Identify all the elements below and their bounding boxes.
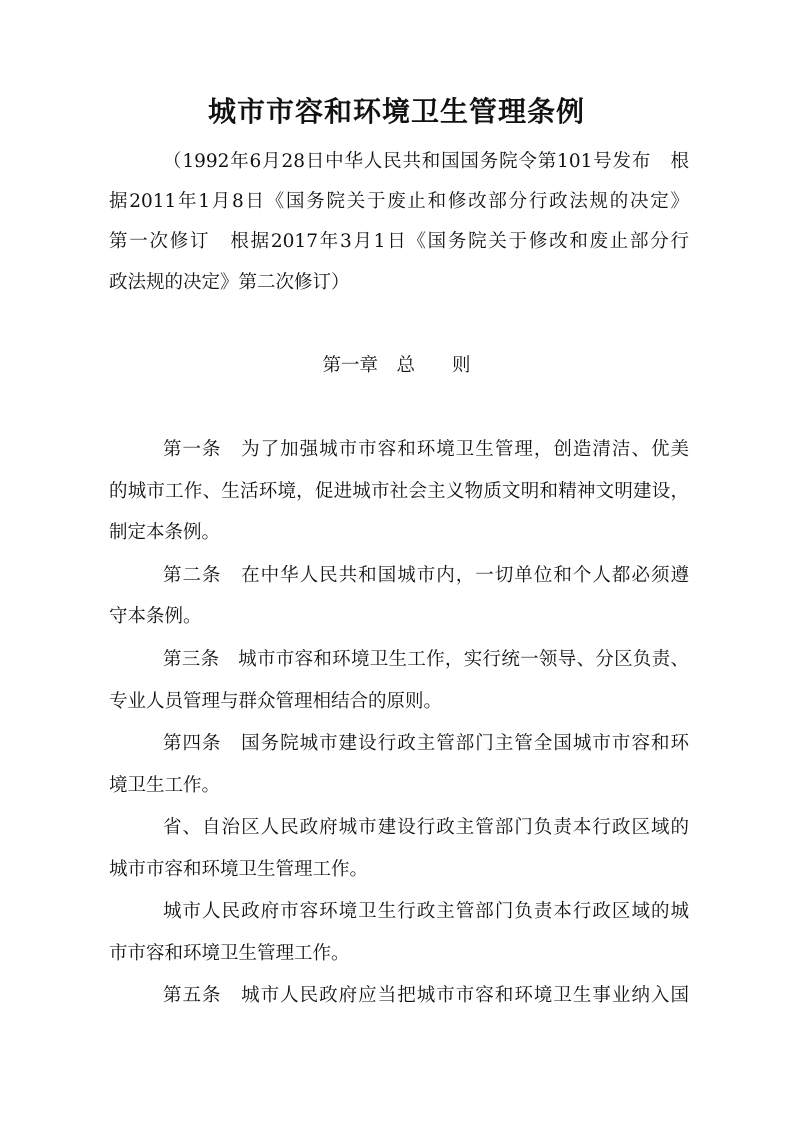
body-line: 第四条 国务院城市建设行政主管部门主管全国城市市容和环	[163, 733, 689, 754]
body-line: 第一条 为了加强城市市容和环境卫生管理，创造清洁、优美	[163, 439, 689, 460]
body-line: 市市容和环境卫生管理工作。	[109, 943, 350, 964]
body-line: 守本条例。	[109, 606, 202, 627]
body-line: 第五条 城市人民政府应当把城市市容和环境卫生事业纳入国	[163, 985, 689, 1006]
body-line: 省、自治区人民政府城市建设行政主管部门负责本行政区域的	[163, 817, 689, 838]
body-line: 城市市容和环境卫生管理工作。	[109, 859, 369, 880]
document-title: 城市市容和环境卫生管理条例	[207, 95, 585, 128]
body-line: 第三条 城市市容和环境卫生工作，实行统一领导、分区负责、	[163, 649, 689, 670]
body-line: 制定本条例。	[109, 522, 221, 543]
body-line: 城市人民政府市容环境卫生行政主管部门负责本行政区域的城	[163, 901, 689, 922]
preamble-line: 政法规的决定》第二次修订）	[109, 272, 350, 293]
body-line: 境卫生工作。	[109, 775, 221, 796]
preamble-line: 第一次修订 根据2017年3月1日《国务院关于修改和废止部分行	[109, 231, 689, 252]
chapter-heading: 第一章 总 则	[322, 355, 471, 376]
body-line: 第二条 在中华人民共和国城市内，一切单位和个人都必须遵	[163, 565, 689, 586]
body-line: 专业人员管理与群众管理相结合的原则。	[109, 691, 443, 712]
preamble-line: （1992年6月28日中华人民共和国国务院令第101号发布 根	[163, 151, 689, 172]
body-line: 的城市工作、生活环境，促进城市社会主义物质文明和精神文明建设，	[109, 481, 689, 502]
preamble-line: 据2011年1月8日《国务院关于废止和修改部分行政法规的决定》	[109, 191, 689, 212]
